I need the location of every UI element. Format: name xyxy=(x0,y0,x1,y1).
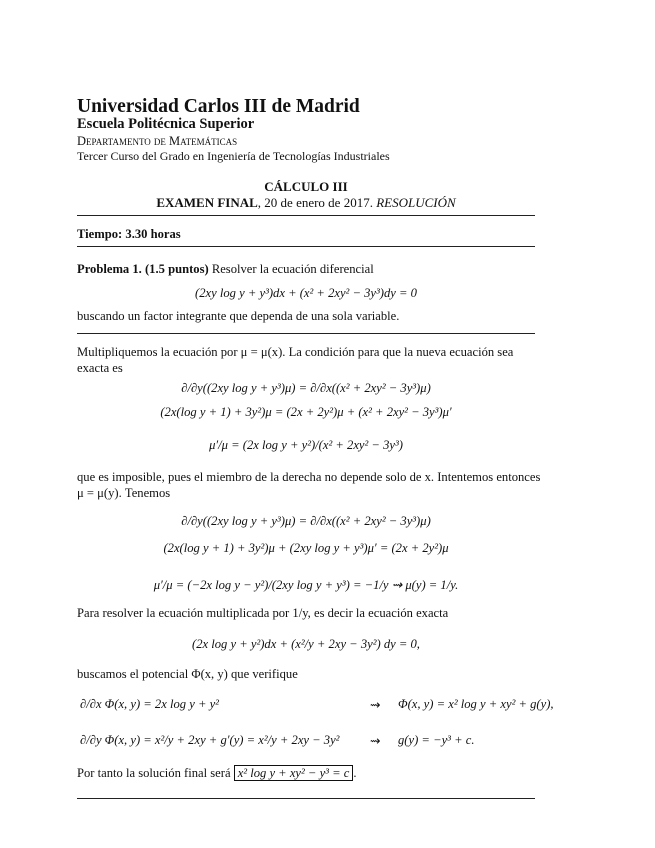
equation-exact-y: ∂/∂y((2xy log y + y³)μ) = ∂/∂x((x² + 2xy² − 3y³)μ) xyxy=(181,514,431,528)
problem-text: Resolver la ecuación diferencial xyxy=(208,262,374,276)
equation-ratio-x: μ′/μ = (2x log y + y²)/(x² + 2xy² − 3y³) xyxy=(209,438,403,452)
solution-intro-line-1: Multipliquemos la ecuación por μ = μ(x). La condición para que la nueva ecuación sea xyxy=(77,345,514,359)
exam-title: EXAMEN FINAL xyxy=(156,195,258,210)
subject-title: CÁLCULO III xyxy=(264,179,348,194)
problem-statement xyxy=(77,262,374,277)
leads-to-arrow-1: ⇝ xyxy=(370,698,381,712)
potential-y-left: ∂/∂y Φ(x, y) = x²/y + 2xy + g′(y) = x²/y + 2xy − 3y² xyxy=(80,733,340,747)
department-name: Departamento de Matemáticas xyxy=(77,134,238,148)
university-name: Universidad Carlos III de Madrid xyxy=(77,96,360,117)
final-solution-line xyxy=(77,766,356,781)
divider-bottom xyxy=(77,798,535,799)
impossible-line-1: que es imposible, pues el miembro de la derecha no depende solo de x. Intentemos entonces xyxy=(77,470,541,484)
equation-expand-x: (2x(log y + 1) + 3y²)μ = (2x + 2y²)μ + (x² + 2xy² − 3y³)μ′ xyxy=(160,405,452,419)
problem-equation: (2xy log y + y³)dx + (x² + 2xy² − 3y³)dy = 0 xyxy=(195,286,417,300)
final-answer-box: x² log y + xy² − y³ = c xyxy=(234,765,354,781)
equation-exact-final: (2x log y + y²)dx + (x²/y + 2xy − 3y²) dy = 0, xyxy=(192,637,420,651)
potential-y-right: g(y) = −y³ + c. xyxy=(398,733,475,747)
final-text: Por tanto la solución final será xyxy=(77,766,234,780)
exam-line xyxy=(77,195,535,211)
problem-text-end: buscando un factor integrante que dependa de una sola variable. xyxy=(77,309,400,323)
solution-intro-line-2: exacta es xyxy=(77,361,123,375)
potential-x-left: ∂/∂x Φ(x, y) = 2x log y + y² xyxy=(80,697,219,711)
equation-exact-x: ∂/∂y((2xy log y + y³)μ) = ∂/∂x((x² + 2xy² − 3y³)μ) xyxy=(181,381,431,395)
multiply-text: Para resolver la ecuación multiplicada por 1/y, es decir la ecuación exacta xyxy=(77,606,449,620)
course-name: Tercer Curso del Grado en Ingeniería de Tecnologías Industriales xyxy=(77,149,390,163)
divider-problem xyxy=(77,333,535,334)
final-end: . xyxy=(353,766,357,780)
problem-label: Problema 1. xyxy=(77,262,142,276)
time-limit: Tiempo: 3.30 horas xyxy=(77,227,181,241)
impossible-line-2: μ = μ(y). Tenemos xyxy=(77,486,171,500)
leads-to-arrow-2: ⇝ xyxy=(370,734,381,748)
problem-points: (1.5 puntos) xyxy=(144,262,209,276)
potential-x-right: Φ(x, y) = x² log y + xy² + g(y), xyxy=(398,697,554,711)
equation-expand-y: (2x(log y + 1) + 3y²)μ + (2xy log y + y³)μ′ = (2x + 2y²)μ xyxy=(163,541,449,555)
divider-time xyxy=(77,246,535,247)
exam-type: RESOLUCIÓN xyxy=(376,195,456,210)
equation-ratio-y: μ′/μ = (−2x log y − y²)/(2xy log y + y³) = −1/y ⇝ μ(y) = 1/y. xyxy=(153,578,459,592)
divider-top xyxy=(77,215,535,216)
exam-date: , 20 de enero de 2017. xyxy=(257,195,377,210)
school-name: Escuela Politécnica Superior xyxy=(77,116,255,132)
potential-text: buscamos el potencial Φ(x, y) que verifique xyxy=(77,667,298,681)
